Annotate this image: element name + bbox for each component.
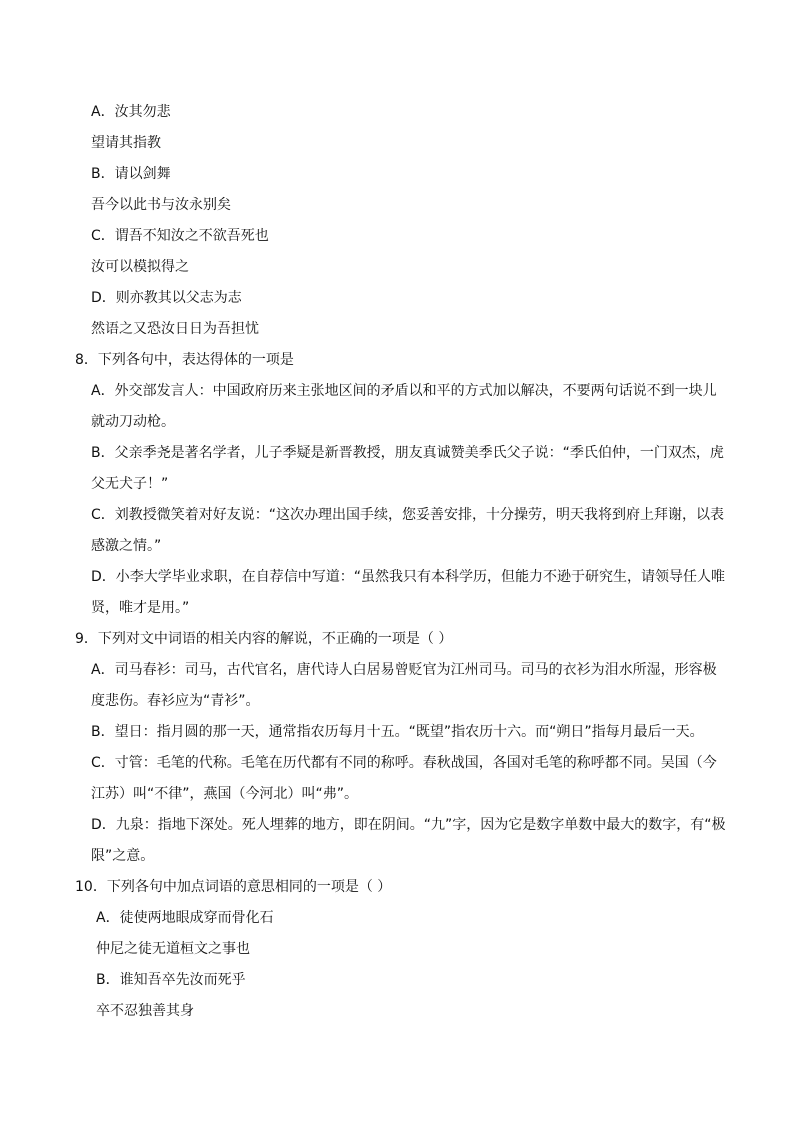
q8-option-a-line2: 就动刀动枪。 xyxy=(91,414,175,430)
q9-option-b: B．望日：指月圆的那一天，通常指农历每月十五。“既望”指农历十六。而“朔日”指每月最后一天。 xyxy=(91,724,704,740)
q8-option-b: B．父亲季尧是著名学者，儿子季疑是新晋教授，朋友真诚赞美季氏父子说：“季氏伯仲，一门双杰，虎 xyxy=(91,445,724,461)
q7-option-a: A．汝其勿悲 xyxy=(91,104,171,120)
q9-stem: 9．下列对文中词语的相关内容的解说，不正确的一项是（ ） xyxy=(75,631,453,647)
q9-option-a: A．司马春衫：司马，古代官名，唐代诗人白居易曾贬官为江州司马。司马的衣衫为泪水所湿，形容极 xyxy=(91,662,717,678)
q8-stem: 8．下列各句中，表达得体的一项是 xyxy=(75,352,294,368)
q10-option-a: A．徒使两地眼成穿而骨化石 xyxy=(96,910,274,926)
q8-option-d: D．小李大学毕业求职，在自荐信中写道：“虽然我只有本科学历，但能力不逊于研究生，请领导任人唯 xyxy=(91,569,726,585)
q7-option-b: B．请以剑舞 xyxy=(91,166,171,182)
q9-option-d: D．九泉：指地下深处。死人埋葬的地方，即在阴间。“九”字，因为它是数字单数中最大的数字，有“极 xyxy=(91,817,726,833)
q7-option-d-line2: 然语之又恐汝日日为吾担忧 xyxy=(91,321,259,337)
q8-option-d-line2: 贤，唯才是用。” xyxy=(91,600,190,616)
q7-option-a-line2: 望请其指教 xyxy=(91,135,161,151)
q10-option-b-line2: 卒不忍独善其身 xyxy=(96,1003,194,1019)
q8-option-b-line2: 父无犬子！” xyxy=(91,476,169,492)
q9-option-d-line2: 限”之意。 xyxy=(91,848,155,864)
q8-option-c-line2: 感激之情。” xyxy=(91,538,162,554)
q9-option-a-line2: 度悲伤。春衫应为“青衫”。 xyxy=(91,693,260,709)
q9-option-c: C．寸管：毛笔的代称。毛笔在历代都有不同的称呼。春秋战国，各国对毛笔的称呼都不同。吴国（今 xyxy=(91,755,717,771)
q7-option-c: C．谓吾不知汝之不欲吾死也 xyxy=(91,228,269,244)
q8-option-a: A．外交部发言人：中国政府历来主张地区间的矛盾以和平的方式加以解决，不要两句话说不到一块儿 xyxy=(91,383,717,399)
q9-option-c-line2: 江苏）叫“不律”，燕国（今河北）叫“弗”。 xyxy=(91,786,359,802)
q7-option-b-line2: 吾今以此书与汝永别矣 xyxy=(91,197,231,213)
q7-option-c-line2: 汝可以模拟得之 xyxy=(91,259,189,275)
q7-option-d: D．则亦教其以父志为志 xyxy=(91,290,242,306)
q8-option-c: C．刘教授微笑着对好友说：“这次办理出国手续，您妥善安排，十分操劳，明天我将到府上拜谢，以表 xyxy=(91,507,725,523)
q10-option-b: B．谁知吾卒先汝而死乎 xyxy=(96,972,246,988)
q10-stem: 10．下列各句中加点词语的意思相同的一项是（ ） xyxy=(75,879,392,895)
q10-option-a-line2: 仲尼之徒无道桓文之事也 xyxy=(96,941,250,957)
